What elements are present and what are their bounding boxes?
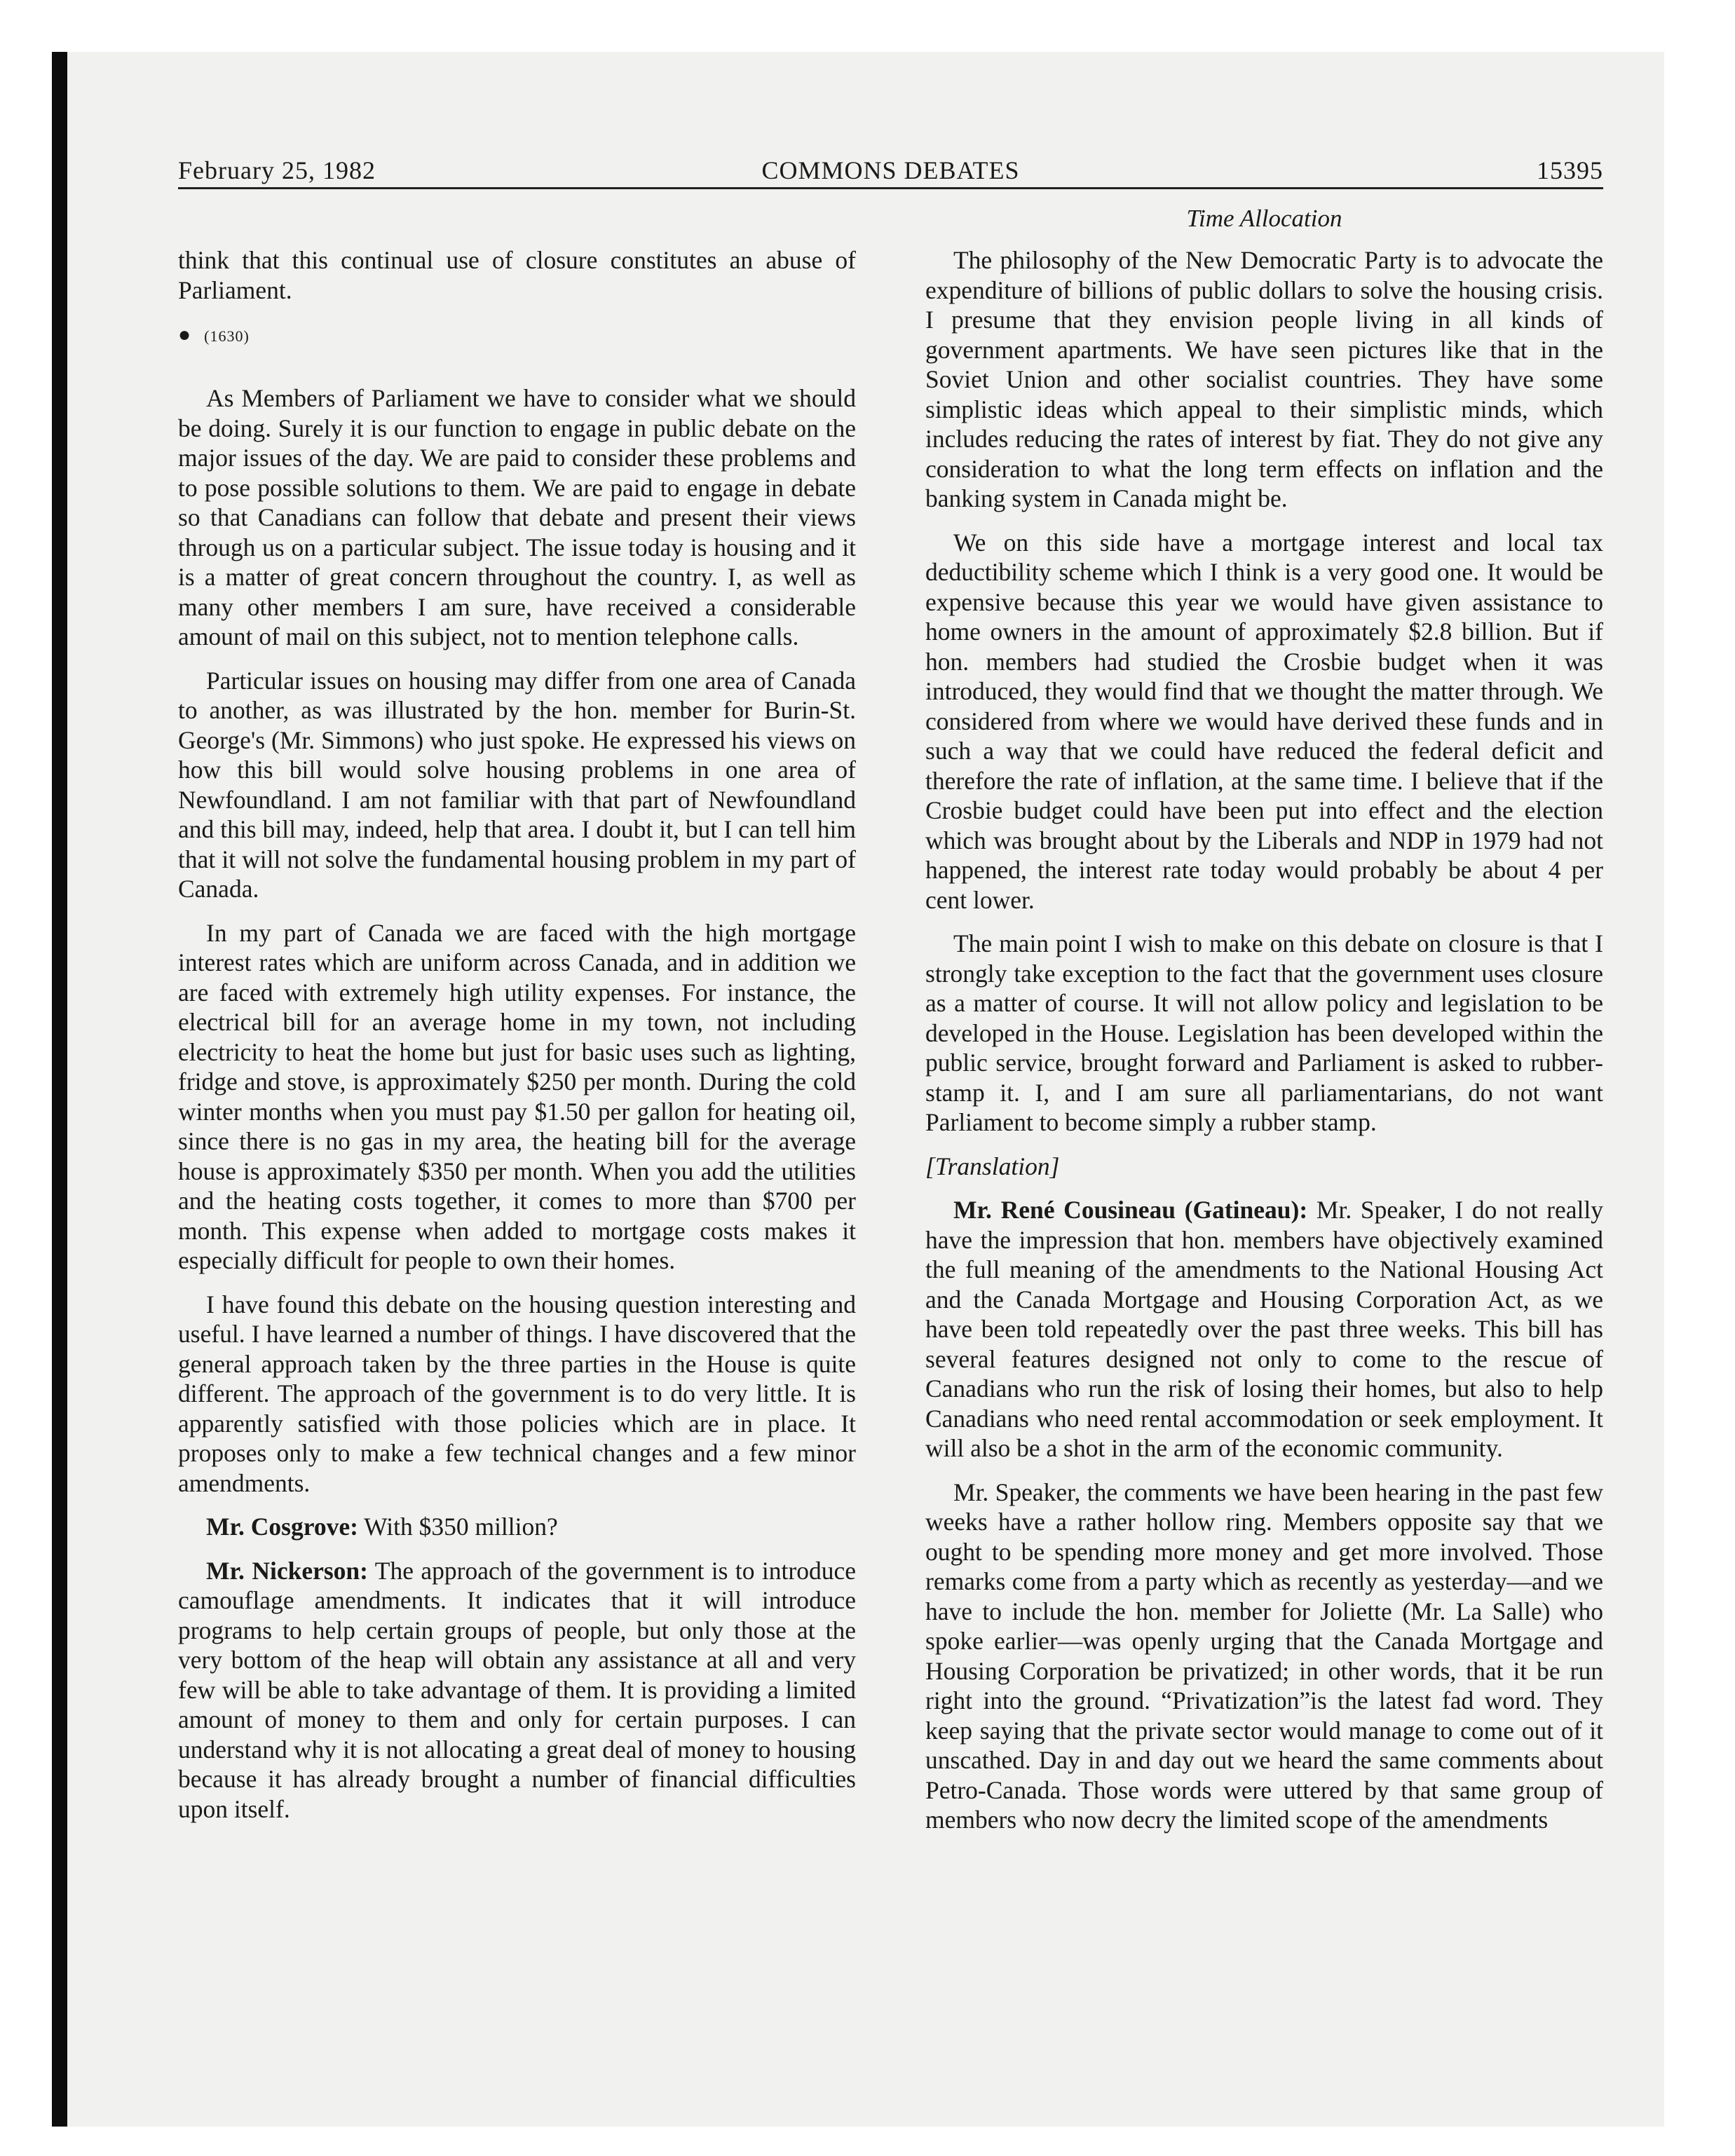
speech-paragraph <box>178 1556 856 1824</box>
speech-text: With $350 million? <box>358 1513 558 1541</box>
paragraph: The main point I wish to make on this debate on closure is that I strongly take exception to the fact that the government uses closure as a matter of course. It will not allow policy and legislation to be developed in the House. Legislation has been developed within the public service, brought forward and Parliament is asked to rubber-stamp it. I, and I am sure all parliamentarians, do not want Parliament to become simply a rubber stamp. <box>925 929 1603 1136</box>
paragraph: In my part of Canada we are faced with the high mortgage interest rates which are uniform across Canada, and in addition we are faced with extremely high utility expenses. For instance, the electrical bill for an average home in my town, not including electricity to heat the home but just for basic uses such as lighting, fridge and stove, is approximately $250 per month. During the cold winter months when you must pay $1.50 per gallon for heating oil, since there is no gas in my area, the heating bill for the average house is approximately $350 per month. When you add the utilities and the heating costs together, it comes to more than $700 per month. This expense when added to mortgage costs makes it especially difficult for people to own their homes. <box>178 918 856 1274</box>
paragraph: I have found this debate on the housing question interesting and useful. I have learned a number of things. I have discovered that the general approach taken by the three parties in the House is quite different. The approach of the government is to do very little. It is apparently satisfied with those policies which are in place. It proposes only to make a few technical changes and a few minor amendments. <box>178 1290 856 1497</box>
paragraph: As Members of Parliament we have to consider what we should be doing. Surely it is our function to engage in public debate on the major issues of the day. We are paid to consider these problems and to pose possible solutions to them. We are paid to engage in debate so that Canadians can follow that debate and present their views through us on a particular subject. The issue today is housing and it is a matter of great concern throughout the country. I, as well as many other members I am sure, have received a considerable amount of mail on this subject, not to mention telephone calls. <box>178 384 856 650</box>
speaker-name: Mr. René Cousineau (Gatineau): <box>953 1196 1308 1224</box>
time-marker-label: (1630) <box>204 327 250 345</box>
paragraph: The philosophy of the New Democratic Party is to advocate the expenditure of billions of public dollars to solve the housing crisis. I presume that they envision people living in all kinds of government apartments. We have seen pictures like that in the Soviet Union and other socialist countries. They have some simplistic ideas which appeal to their simplistic minds, which includes reducing the rates of interest by fiat. They do not give any consideration to what the long term effects on inflation and the banking system in Canada might be. <box>925 246 1603 512</box>
paragraph: Mr. Speaker, the comments we have been hearing in the past few weeks have a rather hollow ring. Members opposite say that we ought to be spending more money and get more involved. Those remarks come from a party which as recently as yesterday—and we have to include the hon. member for Joliette (Mr. La Salle) who spoke earlier—was openly urging that the Canada Mortgage and Housing Corporation be privatized; in other words, that it be run right into the ground. “Privatization”is the latest fad word. They keep saying that the private sector would manage to come out of it unscathed. Day in and day out we heard the same comments about Petro-Canada. Those words were uttered by that same group of members who now decry the limited scope of the amendments <box>925 1478 1603 1834</box>
left-column <box>178 245 856 1838</box>
paragraph: We on this side have a mortgage interest and local tax deductibility scheme which I think is a very good one. It would be expensive because this year we would have given assistance to home owners in the amount of approximately $2.8 billion. But if hon. members had studied the Crosbie budget when it was introduced, they would find that we thought the matter through. We considered from where we would have derived these funds and in such a way that we could have reduced the federal deficit and therefore the rate of inflation, at the same time. I believe that if the Crosbie budget could have been put into effect and the election which was brought about by the Liberals and NDP in 1979 had not happened, the interest rate today would probably be about 4 per cent lower. <box>925 528 1603 914</box>
paragraph: Particular issues on housing may differ from one area of Canada to another, as was illustrated by the hon. member for Burin-St. George's (Mr. Simmons) who just spoke. He expressed his views on how this bill would solve housing problems in one area of Newfoundland. I am not familiar with that part of Newfoundland and this bill may, indeed, help that area. I doubt it, but I can tell him that it will not solve the fundamental housing problem in my part of Canada. <box>178 666 856 903</box>
right-column <box>925 245 1603 1849</box>
translation-note: [Translation] <box>925 1152 1060 1180</box>
speaker-name: Mr. Nickerson: <box>206 1556 368 1585</box>
binding-edge <box>52 52 67 2127</box>
time-marker <box>178 320 856 351</box>
speaker-name: Mr. Cosgrove: <box>206 1513 358 1541</box>
speech-text: The approach of the government is to introduce camouflage amendments. It indicates that it will introduce programs to help certain groups of people, but only those at the very bottom of the heap will obtain any assistance at all and very few will be able to take advantage of them. It is providing a limited amount of money to them and only for certain purposes. I can understand why it is not allocating a great deal of money to housing because it has already brought a number of financial difficulties upon itself. <box>178 1556 856 1823</box>
speech-text: Mr. Speaker, I do not really have the impression that hon. members have objectively examined the full meaning of the amendments to the National Housing Act and the Canada Mortgage and Housing Corporation Act, as we have been told repeatedly over the past three weeks. This bill has several features designed not only to come to the rescue of Canadians who run the risk of losing their homes, but also to help Canadians who need rental accommodation or seek employment. It will also be a shot in the arm of the economic community. <box>925 1196 1603 1462</box>
speech-paragraph <box>178 1512 856 1542</box>
header-title: COMMONS DEBATES <box>761 156 1020 184</box>
paragraph: think that this continual use of closure constitutes an abuse of Parliament. <box>178 246 856 304</box>
header-date: February 25, 1982 <box>178 156 376 184</box>
page-number: 15395 <box>1537 156 1603 184</box>
section-title: Time Allocation <box>1186 205 1342 232</box>
header-rule <box>178 187 1603 189</box>
page-header <box>178 153 1603 188</box>
bullet-icon: ● <box>178 323 192 346</box>
speech-paragraph <box>925 1195 1603 1464</box>
